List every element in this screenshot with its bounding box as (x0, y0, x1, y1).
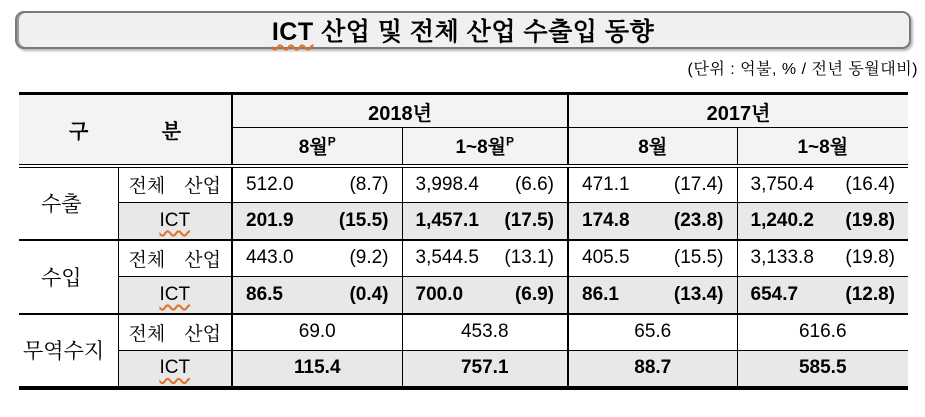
unit-note: (단위 : 억불, % / 전년 동월대비) (687, 61, 918, 78)
value-cell: 1,240.2 (19.8) (737, 203, 908, 240)
value-cell: 700.0 (6.9) (402, 277, 568, 314)
value-cell: 471.1 (17.4) (568, 166, 737, 203)
value-cell: 3,133.8 (19.8) (737, 240, 908, 277)
row-label-ict: ICT (118, 277, 232, 314)
value-cell: 3,998.4 (6.6) (402, 166, 568, 203)
value-cell: 654.7 (12.8) (737, 277, 908, 314)
row-label-total-industry: 전체 산업 (118, 314, 232, 351)
value-cell: 443.0 (9.2) (232, 240, 402, 277)
value-cell: 585.5 (737, 351, 908, 388)
value-cell: 86.1 (13.4) (568, 277, 737, 314)
value-cell: 1,457.1 (17.5) (402, 203, 568, 240)
trade-table-wrap (19, 92, 908, 390)
value-cell: 757.1 (402, 351, 568, 388)
corner-header-cell: 구 분 (19, 94, 232, 166)
value-cell: 88.7 (568, 351, 737, 388)
row-label-ict: ICT (118, 351, 232, 388)
value-cell: 69.0 (232, 314, 402, 351)
row-group-label-import: 수입 (19, 240, 118, 314)
page-title (272, 12, 654, 48)
row-label-total-industry: 전체 산업 (118, 240, 232, 277)
row-group-label-balance: 무역수지 (19, 314, 118, 388)
table-row-import-total (19, 240, 908, 277)
value-cell: 3,544.5 (13.1) (402, 240, 568, 277)
value-cell: 512.0 (8.7) (232, 166, 402, 203)
row-label-total-industry: 전체 산업 (118, 166, 232, 203)
value-cell: 453.8 (402, 314, 568, 351)
table-row-balance-total (19, 314, 908, 351)
table-row-export-ict (19, 203, 908, 240)
title-box (15, 11, 911, 49)
trade-table (19, 92, 908, 390)
value-cell: 201.9 (15.5) (232, 203, 402, 240)
page-title-rest: 산업 및 전체 산업 수출입 동향 (313, 18, 655, 46)
row-label-ict: ICT (118, 203, 232, 240)
value-cell: 616.6 (737, 314, 908, 351)
value-cell: 174.8 (23.8) (568, 203, 737, 240)
value-cell: 405.5 (15.5) (568, 240, 737, 277)
table-row-balance-ict (19, 351, 908, 388)
value-cell: 86.5 (0.4) (232, 277, 402, 314)
value-cell: 65.6 (568, 314, 737, 351)
month-header-2018-aug: 8월$^P$ (232, 128, 402, 166)
value-cell: 115.4 (232, 351, 402, 388)
year-header-2018: 2018년 (232, 94, 568, 128)
value-cell: 3,750.4 (16.4) (737, 166, 908, 203)
table-row-import-ict (19, 277, 908, 314)
month-header-2017-jan-aug: 1~8월 (737, 128, 908, 166)
provisional-sup: P (506, 134, 515, 149)
year-header-2017: 2017년 (568, 94, 908, 128)
month-header-2018-jan-aug: 1~8월$^P$ (402, 128, 568, 166)
page-title-ict: ICT (271, 18, 314, 46)
provisional-sup: P (327, 134, 336, 149)
year-header-row (19, 94, 908, 128)
month-header-2017-aug: 8월 (568, 128, 737, 166)
table-row-export-total (19, 166, 908, 203)
row-group-label-export: 수출 (19, 166, 118, 240)
